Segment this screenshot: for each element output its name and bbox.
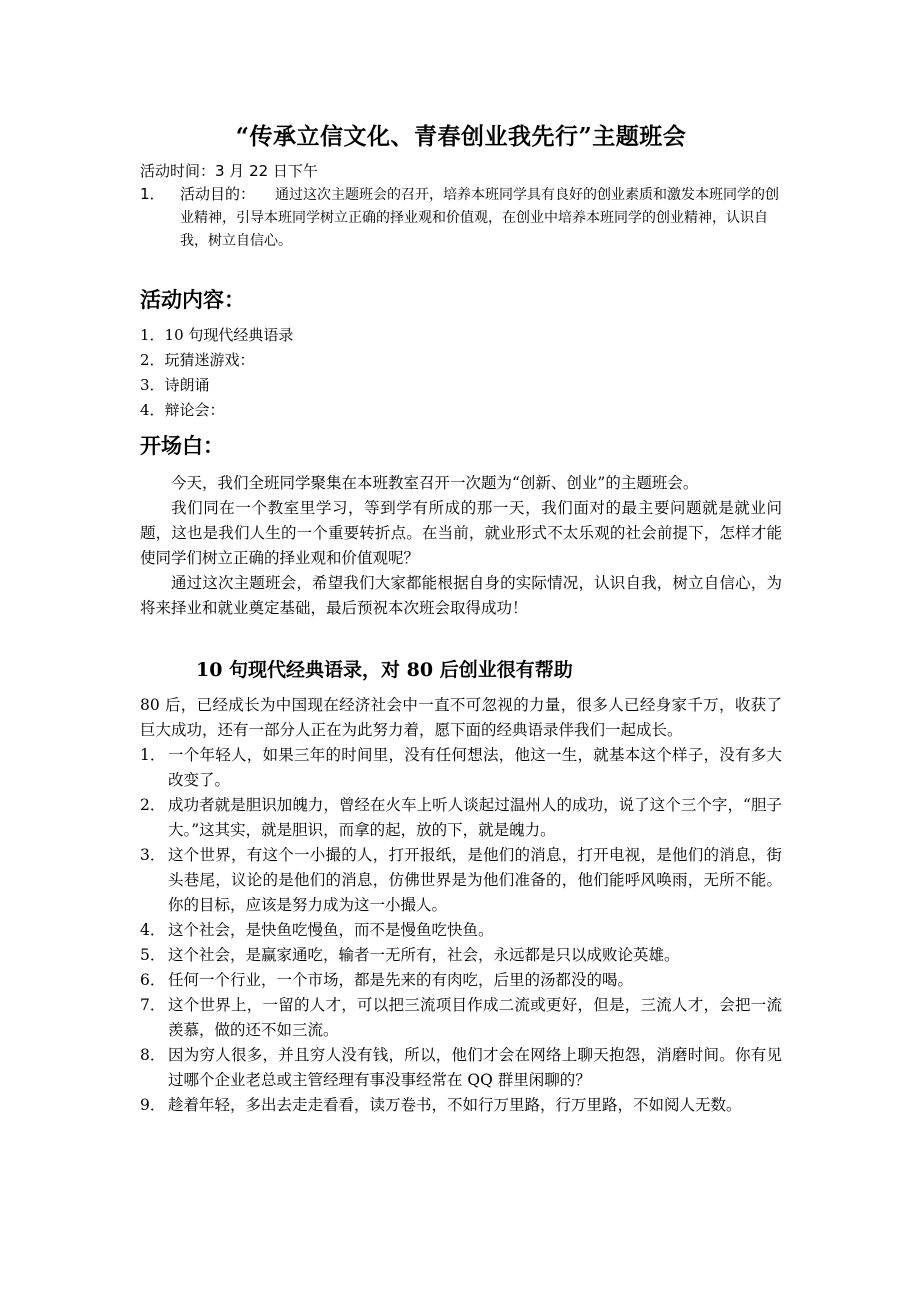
- opening-paragraph: 我们同在一个教室里学习，等到学有所成的那一天，我们面对的最主要问题就是就业问题，这也是我们人生的一个重要转折点。在当前，就业形式不太乐观的社会前提下，怎样才能使同学们树立正确的择业观和价值观呢？: [140, 499, 782, 567]
- opening-heading: 开场白：: [140, 434, 224, 458]
- quotes-heading: 10 句现代经典语录，对 80 后创业很有帮助: [196, 659, 573, 681]
- quote-text: 成功者就是胆识加魄力，曾经在火车上听人谈起过温州人的成功，说了这个三个字，“胆子大。”这其实，就是胆识，而拿的起，放的下，就是魄力。: [168, 796, 782, 839]
- quote-text: 因为穷人很多，并且穷人没有钱，所以，他们才会在网络上聊天抱怨，消磨时间。你有见过哪个企业老总或主管经理有事没事经常在 QQ 群里闲聊的？: [168, 1046, 782, 1089]
- quote-text: 趁着年轻，多出去走走看看，读万卷书，不如行万里路，行万里路，不如阅人无数。: [168, 1096, 742, 1114]
- quote-item: [140, 793, 782, 843]
- quote-item: [140, 843, 782, 918]
- quotes-list: [140, 743, 782, 1118]
- quote-text: 任何一个行业，一个市场，都是先来的有肉吃，后里的汤都没的喝。: [168, 971, 634, 989]
- quote-number: 5．: [140, 946, 166, 964]
- list-item: 2．玩猜迷游戏：: [140, 351, 255, 369]
- quote-item: [140, 968, 782, 993]
- purpose-number: 1．: [140, 185, 165, 203]
- quote-number: 9．: [140, 1096, 166, 1114]
- list-item: 3．诗朗诵: [140, 376, 210, 394]
- content-heading: 活动内容：: [140, 288, 245, 312]
- quote-text: 一个年轻人，如果三年的时间里，没有任何想法，他这一生，就基本这个样子，没有多大改变了。: [168, 746, 782, 789]
- quote-number: 8．: [140, 1046, 166, 1064]
- quote-item: [140, 743, 782, 793]
- quote-text: 这个社会，是赢家通吃，输者一无所有，社会，永远都是只以成败论英雄。: [168, 946, 680, 964]
- document-title: “传承立信文化、青春创业我先行”主题班会: [235, 123, 687, 150]
- quote-number: 4．: [140, 921, 166, 939]
- quote-item: [140, 993, 782, 1043]
- purpose-text: 通过这次主题班会的召开，培养本班同学具有良好的创业素质和激发本班同学的创业精神，引导本班同学树立正确的择业观和价值观，在创业中培养本班同学的创业精神，认识自我，树立自信心。: [180, 187, 780, 249]
- activity-time: 活动时间：3 月 22 日下午: [140, 162, 318, 180]
- quote-text: 这个社会，是快鱼吃慢鱼，而不是慢鱼吃快鱼。: [168, 921, 494, 939]
- quote-number: 2．: [140, 796, 166, 814]
- quotes-intro: 80 后，已经成长为中国现在经济社会中一直不可忽视的力量，很多人已经身家千万，收获了巨大成功，还有一部分人正在为此努力着，愿下面的经典语录伴我们一起成长。: [140, 696, 782, 739]
- activity-purpose: [140, 183, 782, 253]
- quote-item: [140, 943, 782, 968]
- quote-item: [140, 1043, 782, 1093]
- quote-text: 这个世界，有这个一小撮的人，打开报纸，是他们的消息，打开电视，是他们的消息，街头巷尾，议论的是他们的消息，仿佛世界是为他们准备的，他们能呼风唤雨，无所不能。你的目标，应该是努力成为这一小撮人。: [168, 846, 782, 914]
- quote-item: [140, 918, 782, 943]
- document-page: [140, 118, 782, 1118]
- quote-item: [140, 1093, 782, 1118]
- quote-number: 6．: [140, 971, 166, 989]
- quote-number: 7．: [140, 996, 166, 1014]
- quote-number: 3．: [140, 846, 166, 864]
- list-item: 4．辩论会：: [140, 401, 225, 419]
- quote-text: 这个世界上，一留的人才，可以把三流项目作成二流或更好，但是，三流人才，会把一流羡慕，做的还不如三流。: [168, 996, 782, 1039]
- opening-paragraph: 通过这次主题班会，希望我们大家都能根据自身的实际情况，认识自我，树立自信心，为将来择业和就业奠定基础，最后预祝本次班会取得成功！: [140, 574, 782, 617]
- opening-paragraph: 今天，我们全班同学聚集在本班教室召开一次题为“创新、创业”的主题班会。: [171, 474, 699, 492]
- content-list: [140, 323, 782, 423]
- list-item: 1．10 句现代经典语录: [140, 326, 294, 344]
- purpose-label: 活动目的：: [180, 185, 256, 203]
- quote-number: 1．: [140, 746, 166, 764]
